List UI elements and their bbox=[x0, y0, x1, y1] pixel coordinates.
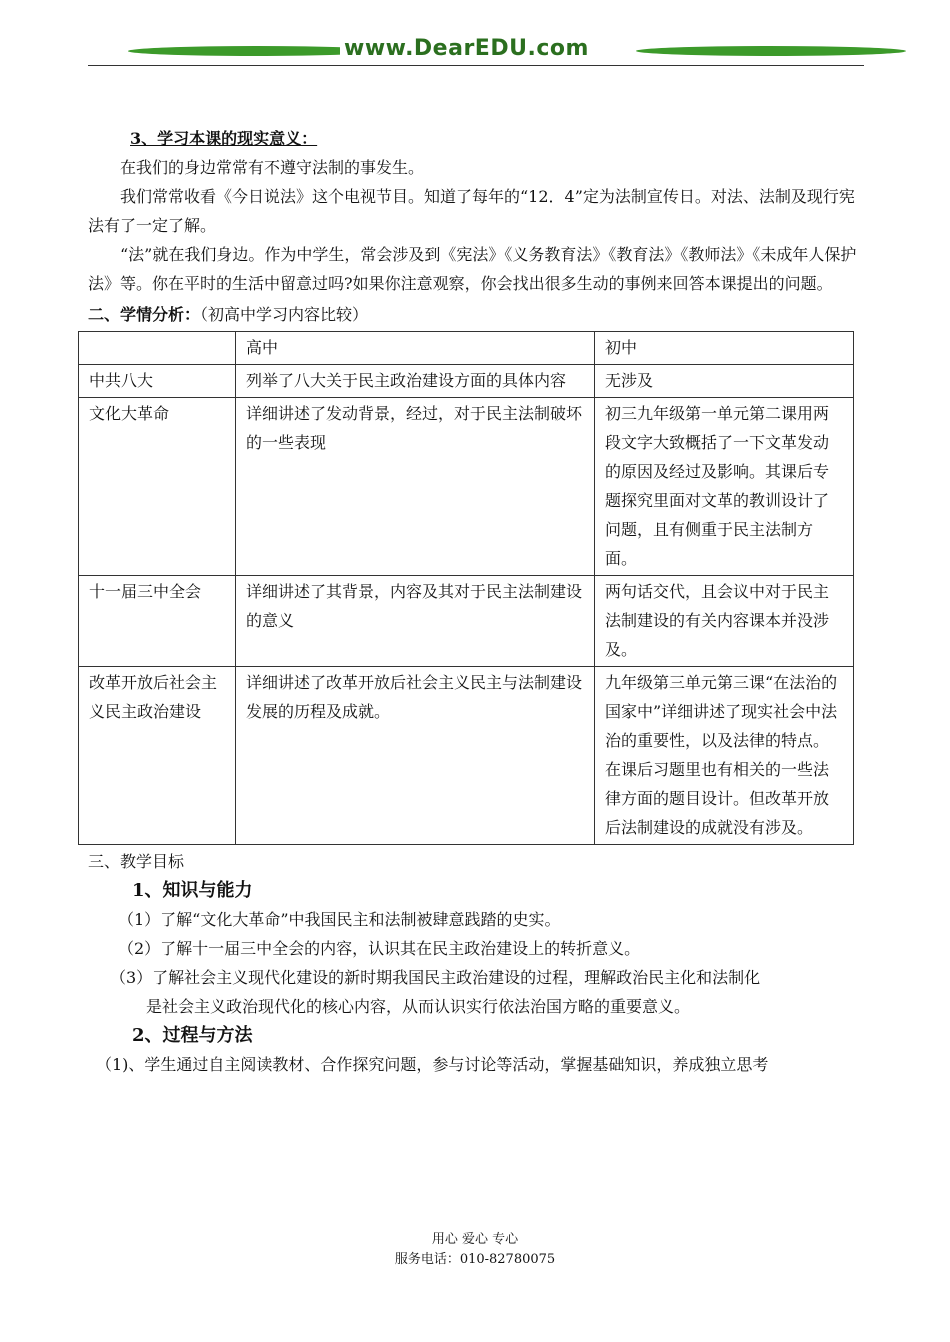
page-header bbox=[88, 36, 864, 68]
table-row bbox=[79, 576, 854, 667]
table-header-cell: 高中 bbox=[236, 332, 595, 365]
footer-phone: 服务电话：010-82780075 bbox=[394, 1252, 556, 1267]
table-row bbox=[79, 365, 854, 398]
knowledge-title: 1、知识与能力 bbox=[132, 880, 253, 901]
table-header-cell bbox=[79, 332, 236, 365]
site-brand: www.DearEDU.com bbox=[340, 36, 593, 61]
table-cell: 详细讲述了发动背景，经过，对于民主法制破坏的一些表现 bbox=[236, 398, 595, 576]
knowledge-item-3: （3）了解社会主义现代化建设的新时期我国民主政治建设的过程，理解政治民主化和法制化 bbox=[110, 968, 761, 987]
section3-paragraph-3: “法”就在我们身边。作为中学生，常会涉及到《宪法》《义务教育法》《教育法》《教师法》《未成年人保护法》等。你在平时的生活中留意过吗?如果你注意观察，你会找出很多生动的事例来回答本课提出的问题。 bbox=[88, 245, 857, 293]
table-cell: 详细讲述了改革开放后社会主义民主与法制建设发展的历程及成就。 bbox=[236, 667, 595, 845]
right-leaf-decoration bbox=[634, 46, 907, 56]
section3-paragraph-2: 我们常常收看《今日说法》这个电视节目。知道了每年的“12．4”定为法制宣传日。对法、法制及现行宪法有了一定了解。 bbox=[88, 187, 855, 235]
table-cell: 十一届三中全会 bbox=[79, 576, 236, 667]
table-cell: 中共八大 bbox=[79, 365, 236, 398]
comparison-table bbox=[78, 331, 854, 845]
table-cell: 详细讲述了其背景，内容及其对于民主法制建设的意义 bbox=[236, 576, 595, 667]
table-cell: 无涉及 bbox=[595, 365, 854, 398]
table-cell: 九年级第三单元第三课“在法治的国家中”详细讲述了现实社会中法治的重要性，以及法律的特点。在课后习题里也有相关的一些法律方面的题目设计。但改革开放后法制建设的成就没有涉及。 bbox=[595, 667, 854, 845]
table-cell: 改革开放后社会主义民主政治建设 bbox=[79, 667, 236, 845]
process-item-1: （1)、学生通过自主阅读教材、合作探究问题，参与讨论等活动，掌握基础知识，养成独立思考 bbox=[96, 1055, 769, 1074]
footer-slogan: 用心 爱心 专心 bbox=[431, 1232, 519, 1247]
header-rule bbox=[88, 65, 864, 66]
knowledge-item-3-cont: 是社会主义政治现代化的核心内容，从而认识实行依法治国方略的重要意义。 bbox=[146, 997, 691, 1016]
table-cell: 列举了八大关于民主政治建设方面的具体内容 bbox=[236, 365, 595, 398]
table-cell: 初三九年级第一单元第二课用两段文字大致概括了一下文革发动的原因及经过及影响。其课后专题探究里面对文革的教训设计了问题，且有侧重于民主法制方面。 bbox=[595, 398, 854, 576]
analysis-heading bbox=[88, 300, 864, 329]
section3-paragraph-1: 在我们的身边常常有不遵守法制的事发生。 bbox=[120, 158, 425, 177]
table-header-cell: 初中 bbox=[595, 332, 854, 365]
goals-title: 三、教学目标 bbox=[88, 852, 185, 871]
process-title: 2、过程与方法 bbox=[132, 1025, 253, 1046]
analysis-subtitle: （初高中学习内容比较） bbox=[200, 305, 369, 324]
analysis-title: 二、学情分析： bbox=[88, 305, 201, 324]
table-row bbox=[79, 667, 854, 845]
knowledge-item-1: （1）了解“文化大革命”中我国民主和法制被肆意践踏的史实。 bbox=[118, 910, 561, 929]
table-cell: 文化大革命 bbox=[79, 398, 236, 576]
knowledge-item-2: （2）了解十一届三中全会的内容，认识其在民主政治建设上的转折意义。 bbox=[118, 939, 641, 958]
section3-title: 3、学习本课的现实意义： bbox=[130, 129, 318, 148]
document-body bbox=[88, 124, 864, 1079]
table-cell: 两句话交代，且会议中对于民主法制建设的有关内容课本并没涉及。 bbox=[595, 576, 854, 667]
page-footer bbox=[0, 1230, 950, 1270]
table-row bbox=[79, 398, 854, 576]
table-header-row bbox=[79, 332, 854, 365]
